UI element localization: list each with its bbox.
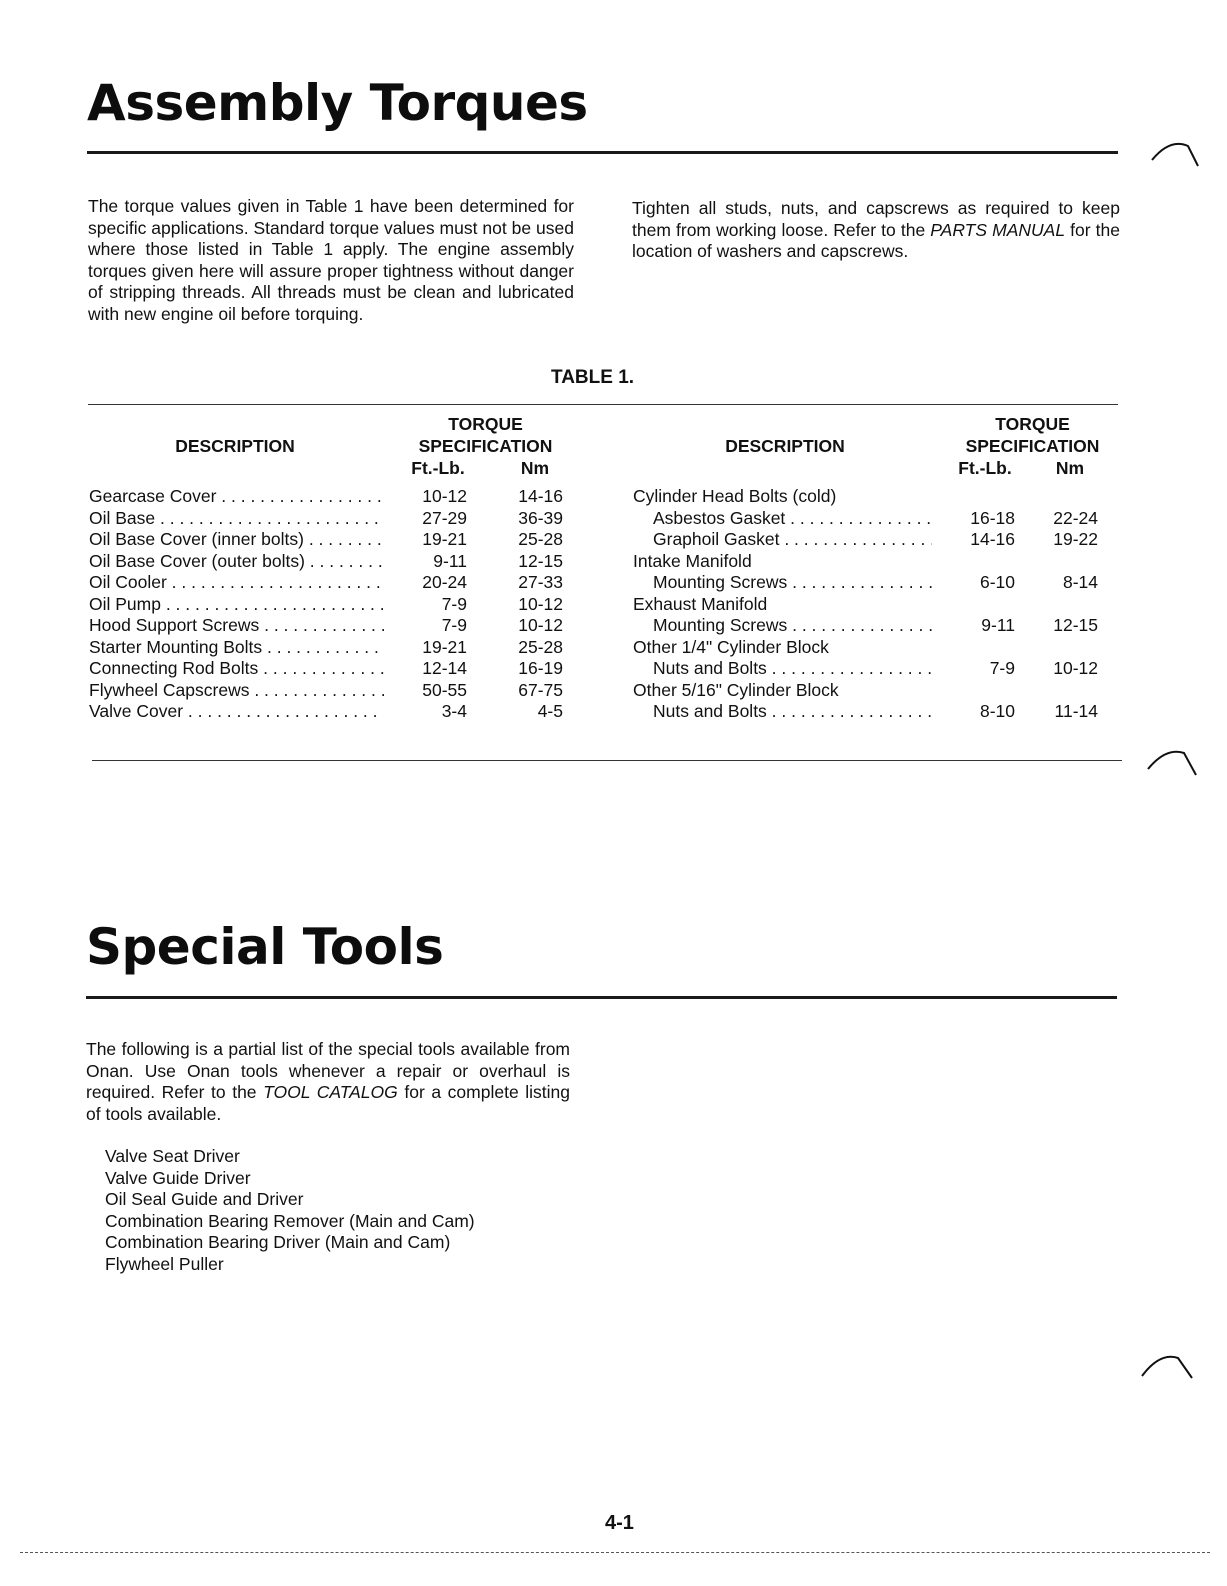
table-title: TABLE 1. <box>551 367 635 388</box>
row-nm: 12-15 <box>1053 615 1098 635</box>
binder-hole-mark-icon <box>1148 138 1204 178</box>
row-description: Valve Cover . . . <box>89 701 384 723</box>
special-tools-paragraph: The following is a partial list of the special tools available from Onan. Use Onan tools whenever a repair or overhaul is required. Refer to the TOOL CATALOG for a complete listing of tools available. <box>86 1039 571 1124</box>
scan-bottom-line <box>20 1552 1210 1553</box>
row-description: Cylinder Head Bolts (cold) <box>633 486 837 506</box>
table-row <box>89 594 579 616</box>
row-description: Starter Mounting Bolts . . . <box>89 637 384 659</box>
header-ftlb-left: Ft.-Lb. <box>411 458 465 478</box>
row-ftlb: 50-55 <box>422 679 467 700</box>
row-description: Graphoil Gasket . . . <box>653 529 932 551</box>
binder-hole-mark-icon <box>1138 1348 1194 1388</box>
row-ftlb: 7-9 <box>441 593 467 614</box>
row-description: Oil Base Cover (inner bolts) . . . <box>89 529 384 551</box>
row-ftlb: 8-10 <box>979 701 1015 721</box>
table-right-column <box>633 486 1123 723</box>
list-item: Combination Bearing Driver (Main and Cam) <box>105 1232 451 1252</box>
row-nm: 27-33 <box>518 572 563 592</box>
section-title-special-tools: Special Tools <box>86 918 444 976</box>
row-description: Oil Base . . . <box>89 508 384 530</box>
row-nm: 12-15 <box>518 550 563 571</box>
table-row <box>633 701 1123 723</box>
table-row <box>633 572 1123 594</box>
binder-hole-mark-icon <box>1144 745 1200 785</box>
row-nm: 19-22 <box>1053 529 1098 549</box>
header-nm-right: Nm <box>1055 458 1085 478</box>
row-nm: 25-28 <box>518 529 563 549</box>
header-description-left: DESCRIPTION <box>175 436 295 456</box>
row-description: Hood Support Screws . . . <box>89 615 384 637</box>
header-nm-left: Nm <box>520 458 550 478</box>
row-nm: 67-75 <box>518 679 563 700</box>
special-tools-list <box>105 1146 565 1275</box>
list-item: Valve Guide Driver <box>105 1167 251 1188</box>
row-description: Other 1/4" Cylinder Block <box>633 636 829 657</box>
table-row <box>633 486 1123 508</box>
row-ftlb: 6-10 <box>979 572 1015 592</box>
table-row <box>633 637 1123 659</box>
table-row <box>633 658 1123 680</box>
table-row <box>633 508 1123 530</box>
row-nm: 10-12 <box>518 615 563 635</box>
row-description: Oil Pump . . . <box>89 594 384 616</box>
row-nm: 11-14 <box>1054 701 1098 721</box>
row-description: Asbestos Gasket . . . <box>653 508 932 530</box>
table-row <box>89 572 579 594</box>
row-description: Oil Cooler . . . <box>89 572 384 594</box>
table-row <box>633 529 1123 551</box>
header-torque-left: TORQUE <box>448 414 523 434</box>
row-nm: 36-39 <box>518 507 563 528</box>
row-ftlb: 3-4 <box>441 701 467 721</box>
table-row <box>89 508 579 530</box>
row-ftlb: 20-24 <box>422 572 467 592</box>
row-nm: 4-5 <box>537 701 563 721</box>
row-ftlb: 19-21 <box>422 529 467 549</box>
row-ftlb: 7-9 <box>441 615 467 635</box>
row-ftlb: 12-14 <box>422 658 467 678</box>
list-item: Flywheel Puller <box>105 1253 224 1274</box>
row-description: Other 5/16" Cylinder Block <box>633 679 839 700</box>
row-nm: 25-28 <box>518 636 563 657</box>
row-ftlb: 9-11 <box>433 550 467 571</box>
table-top-rule <box>88 404 1118 405</box>
tool-catalog-reference: TOOL CATALOG <box>263 1082 398 1102</box>
header-torque-right: TORQUE <box>995 414 1070 434</box>
list-item: Valve Seat Driver <box>105 1146 240 1166</box>
row-nm: 8-14 <box>1062 572 1098 592</box>
table-row <box>633 594 1123 616</box>
table-row <box>89 529 579 551</box>
row-nm: 14-16 <box>518 486 563 506</box>
table-row <box>89 680 579 702</box>
list-item: Combination Bearing Remover (Main and Cam) <box>105 1210 475 1231</box>
row-description: Exhaust Manifold <box>633 593 768 614</box>
header-description-right: DESCRIPTION <box>725 436 845 456</box>
row-ftlb: 27-29 <box>422 507 467 528</box>
table-row <box>89 658 579 680</box>
table-row <box>633 615 1123 637</box>
row-description: Intake Manifold <box>633 550 752 571</box>
table-row <box>89 486 579 508</box>
row-nm: 10-12 <box>1053 658 1098 678</box>
intro-paragraph-right: Tighten all studs, nuts, and capscrews as required to keep them from working loose. Refer to the PARTS MANUAL for the location of washers and capscrews. <box>632 198 1121 261</box>
row-ftlb: 7-9 <box>989 658 1015 678</box>
section-title-assembly-torques: Assembly Torques <box>87 74 588 132</box>
table-row <box>633 551 1123 573</box>
table-row <box>89 637 579 659</box>
row-description: Connecting Rod Bolts . . . <box>89 658 384 680</box>
row-description: Mounting Screws . . . <box>653 615 932 637</box>
row-ftlb: 10-12 <box>422 486 467 506</box>
row-description: Mounting Screws . . . <box>653 572 932 594</box>
row-description: Oil Base Cover (outer bolts) . . . <box>89 551 384 573</box>
title-rule <box>86 996 1117 999</box>
row-ftlb: 19-21 <box>422 636 467 657</box>
table-row <box>89 551 579 573</box>
row-description: Nuts and Bolts . . . <box>653 658 932 680</box>
row-description: Nuts and Bolts . . . <box>653 701 932 723</box>
row-description: Flywheel Capscrews . . . <box>89 680 384 702</box>
row-nm: 16-19 <box>518 658 563 678</box>
row-nm: 10-12 <box>518 593 563 614</box>
header-specification-right: SPECIFICATION <box>965 436 1100 456</box>
page-number: 4-1 <box>605 1512 634 1534</box>
row-nm: 22-24 <box>1053 507 1098 528</box>
header-specification-left: SPECIFICATION <box>418 436 553 456</box>
header-ftlb-right: Ft.-Lb. <box>958 458 1012 478</box>
table-row <box>89 615 579 637</box>
title-rule <box>87 151 1118 154</box>
table-row <box>89 701 579 723</box>
row-ftlb: 14-16 <box>970 529 1015 549</box>
table-left-column <box>89 486 579 723</box>
table-bottom-rule <box>92 760 1122 761</box>
parts-manual-reference: PARTS MANUAL <box>930 219 1066 240</box>
list-item: Oil Seal Guide and Driver <box>105 1189 304 1209</box>
intro-paragraph-left: The torque values given in Table 1 have been determined for specific applications. Standard torque values must not be used where those listed in Table 1 apply. The engine assembly torques given here will assure proper tightness without danger of stripping threads. All threads must be clean and lubricated with new engine oil before torquing. <box>88 196 574 324</box>
row-ftlb: 9-11 <box>981 615 1015 635</box>
row-description: Gearcase Cover . . . <box>89 486 384 508</box>
table-row <box>633 680 1123 702</box>
row-ftlb: 16-18 <box>970 507 1015 528</box>
